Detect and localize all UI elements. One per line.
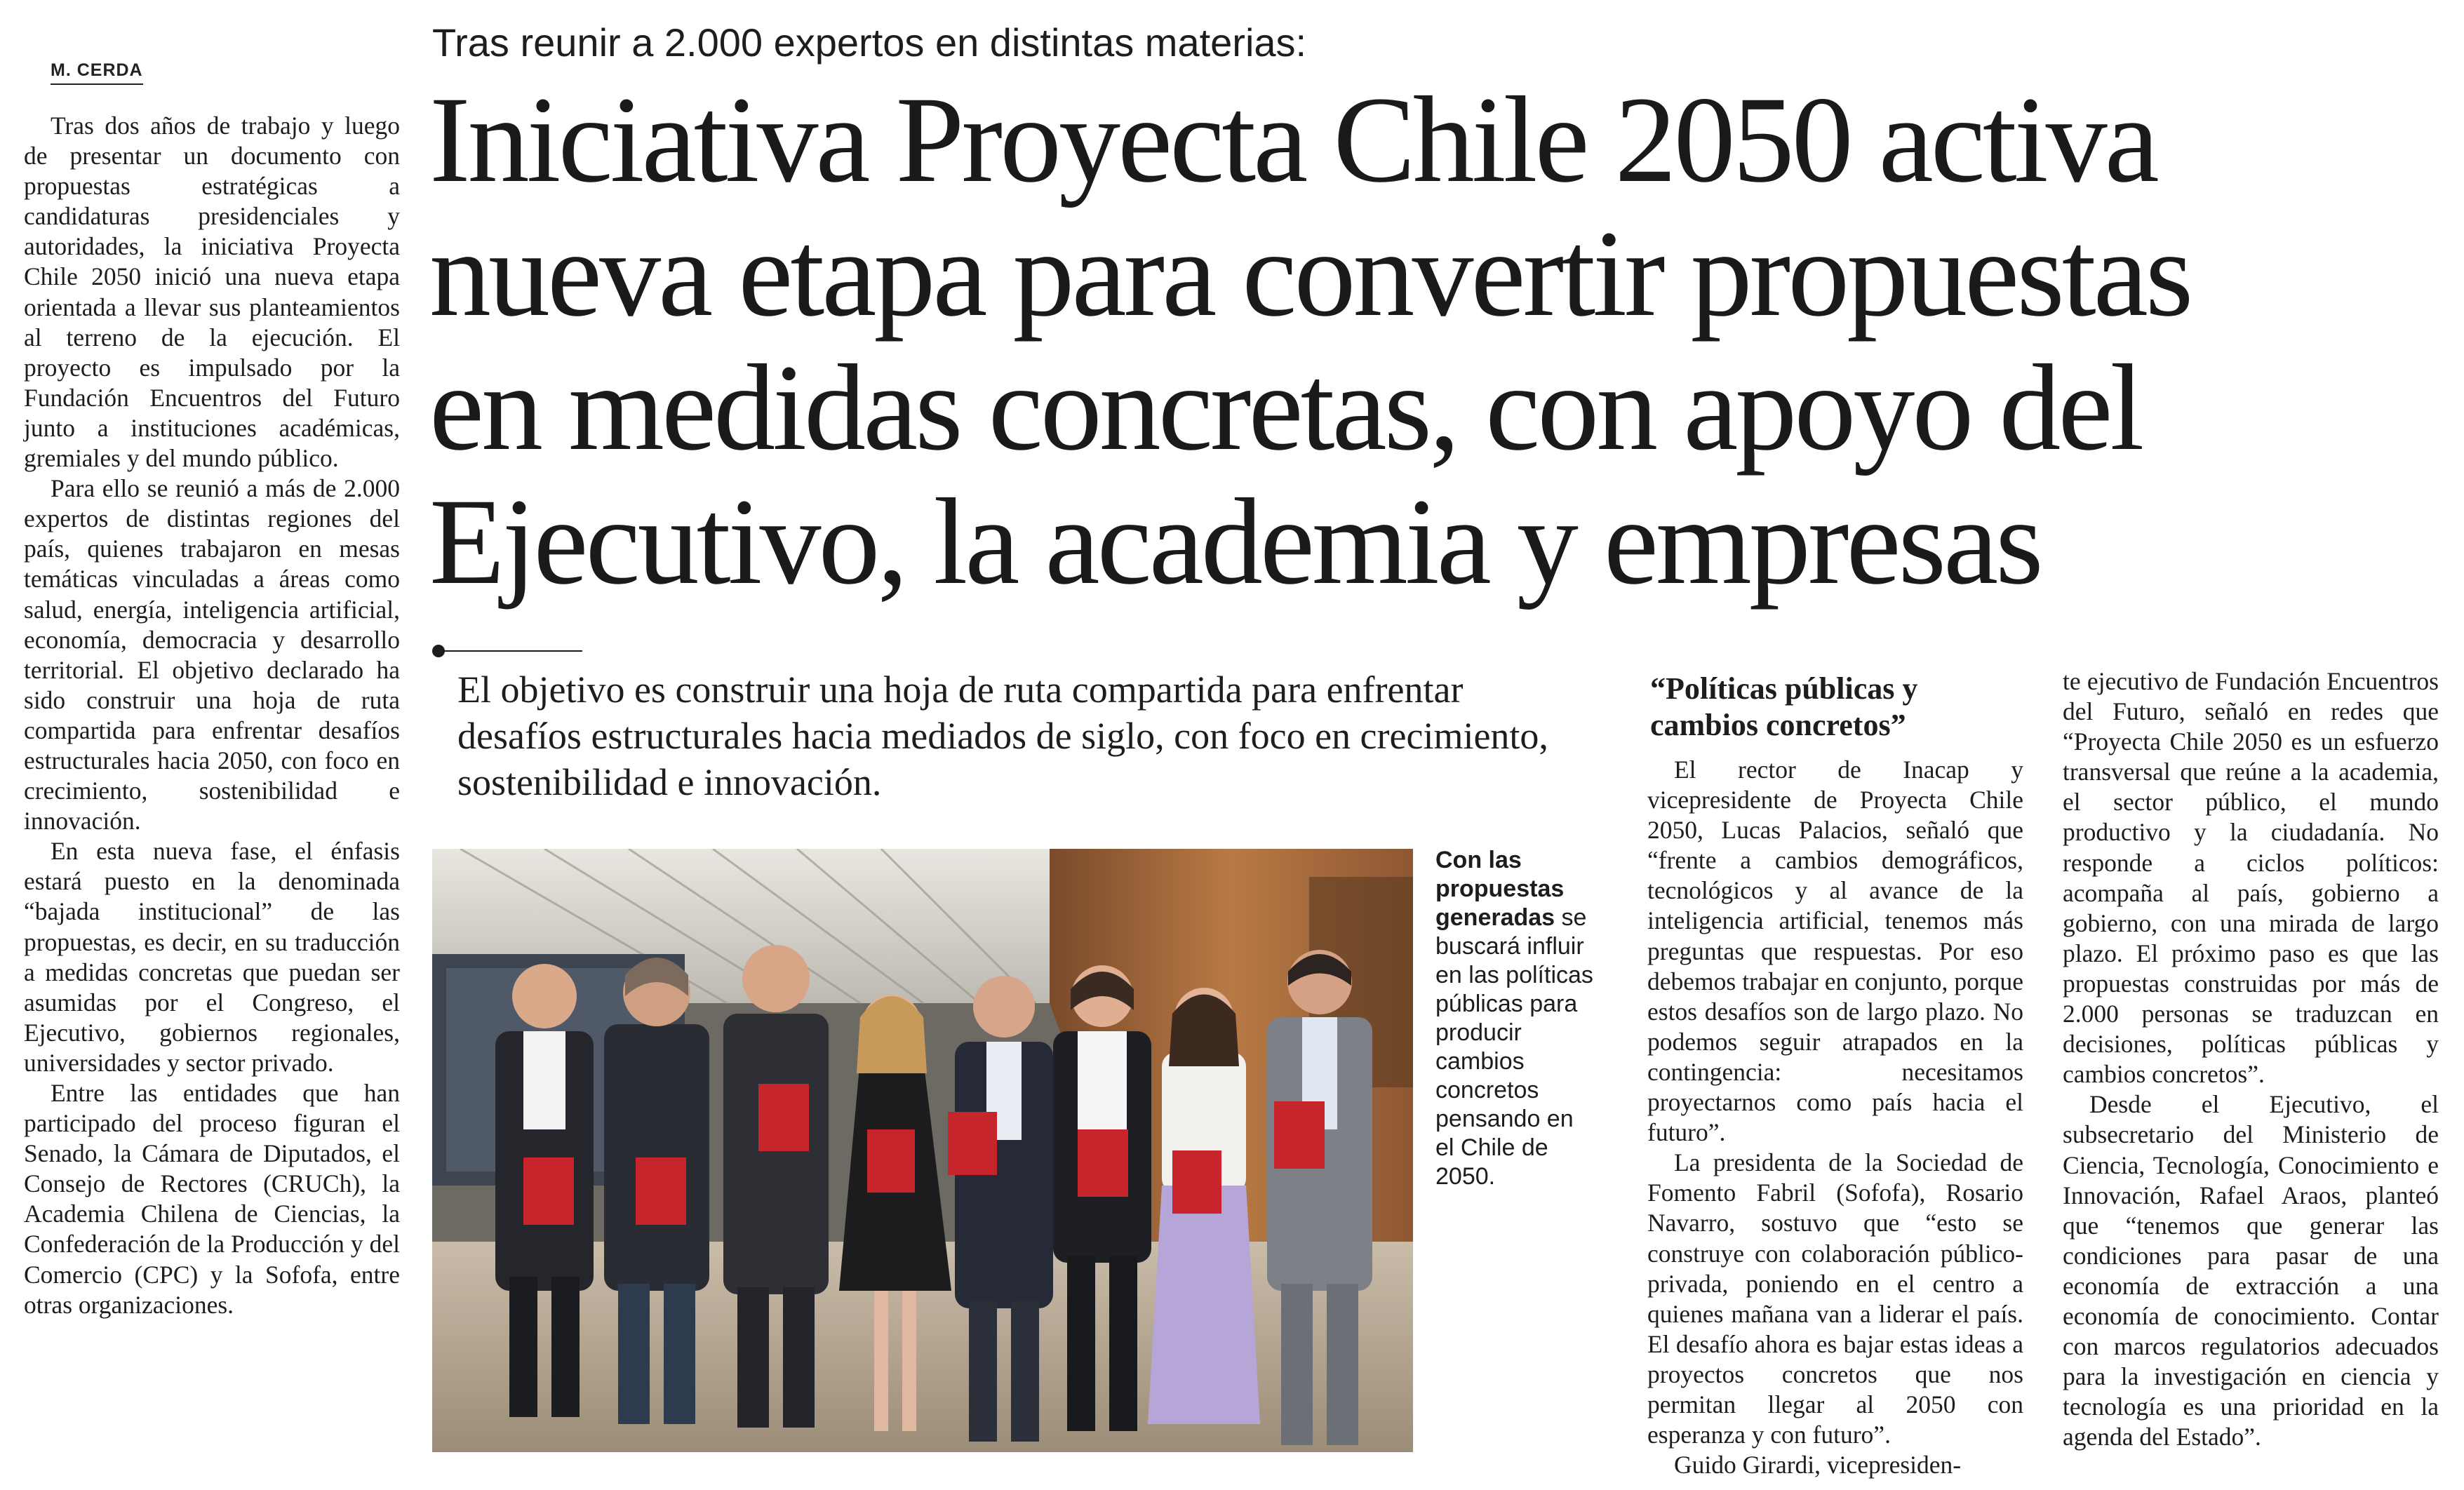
caption-lead: Con las propuestas generadas (1435, 847, 1565, 931)
deck-summary: El objetivo es construir una hoja de ruta compartida para enfrentar desafíos estructurales hacia mediados de siglo, con foco en crecimiento, sostenibilidad e innovación. (457, 669, 1548, 803)
headline-line: en medidas concretas, con apoyo del (429, 340, 2142, 476)
paragraph: Guido Girardi, vicepresiden- (1674, 1451, 1962, 1479)
body-column-right (2063, 666, 2439, 1452)
group-photo-illustration (432, 849, 1413, 1452)
paragraph: El rector de Inacap y vicepresidente de Proyecta Chile 2050, Lucas Palacios, señaló que “frente a cambios demográficos, tecnológicos y al avance de la inteligencia artificial, tenemos más preguntas que respuestas. Por eso debemos trabajar en conjunto, porque estos desafíos son de largo plazo. No podemos seguir atrapados en la contingencia: necesitamos proyectarnos como país hacia el futuro”. (1647, 756, 2023, 1147)
headline-line: Ejecutivo, la academia y empresas (429, 474, 2041, 610)
group-photo (432, 849, 1413, 1452)
kicker: Tras reunir a 2.000 expertos en distintas materias: (432, 20, 1307, 65)
photo-caption (1435, 846, 1598, 1191)
headline (429, 73, 2450, 609)
body-column-middle (1647, 755, 2023, 1480)
caption-text: se buscará influir en las políticas públicas para producir cambios concretos pensando en el Chile de 2050. (1435, 904, 1593, 1190)
paragraph: Tras dos años de trabajo y luego de presentar un documento con propuestas estratégicas a candidaturas presidenciales y autoridades, la iniciativa Proyecta Chile 2050 inició una nueva etapa orientada a llevar sus planteamientos al terreno de la ejecución. El proyecto es impulsado por la Fundación Encuentros del Futuro junto a instituciones académicas, gremiales y del mundo público. (24, 112, 400, 473)
paragraph: Para ello se reunió a más de 2.000 expertos de distintas regiones del país, quienes trabajaron en mesas temáticas vinculadas a áreas como salud, energía, inteligencia artificial, economía, democracia y desarrollo territorial. El objetivo declarado ha sido construir una hoja de ruta compartida para enfrentar desafíos estructurales hacia 2050, con foco en crecimiento, sostenibilidad e innovación. (24, 474, 400, 835)
paragraph: Entre las entidades que han participado del proceso figuran el Senado, la Cámara de Diputados, el Consejo de Rectores (CRUCh), la Academia Chilena de Ciencias, la Confederación de la Producción y del Comercio (CPC) y la Sofofa, entre otras organizaciones. (24, 1079, 400, 1319)
section-subhead: “Políticas públicas y cambios concretos” (1650, 671, 1918, 742)
paragraph: Desde el Ejecutivo, el subsecretario del Ministerio de Ciencia, Tecnología, Conocimiento e Innovación, Rafael Araos, planteó que “tenemos que generar las condiciones para pasar de una economía de extracción a una economía de conocimiento. Contar con marcos regulatorios adecuados para la investigación en ciencia y tecnología es una prioridad en la agenda del Estado”. (2063, 1090, 2439, 1451)
paragraph: En esta nueva fase, el énfasis estará puesto en la denominada “bajada institucional” de las propuestas, es decir, en su traducción a medidas concretas que puedan ser asumidas por el Congreso, el Ejecutivo, gobiernos regionales, universidades y sector privado. (24, 837, 400, 1077)
body-column-left (24, 111, 400, 1320)
paragraph: La presidenta de la Sociedad de Fomento Fabril (Sofofa), Rosario Navarro, sostuvo que “esto se construye con colaboración público-privada, poniendo en el centro a quienes mañana van a liderar el país. El desafío ahora es bajar estas ideas a proyectos concretos que nos permitan llegar al 2050 con esperanza y con futuro”. (1647, 1148, 2023, 1449)
divider-rule (443, 650, 582, 652)
headline-line: Iniciativa Proyecta Chile 2050 activa (429, 72, 2157, 208)
headline-line: nueva etapa para convertir propuestas (429, 206, 2191, 342)
byline: M. CERDA (51, 60, 143, 85)
paragraph-continued: te ejecutivo de Fundación Encuentros del Futuro, señaló en redes que “Proyecta Chile 2050 es un esfuerzo transversal que reúne a la academia, el sector público, el mundo productivo y la ciudadanía. No responde a ciclos políticos: acompaña al país, gobierno a gobierno, con una mirada de largo plazo. El próximo paso es que las propuestas construidas por más de 2.000 personas se traduzcan en decisiones, políticas públicas y cambios concretos”. (2063, 667, 2439, 1089)
